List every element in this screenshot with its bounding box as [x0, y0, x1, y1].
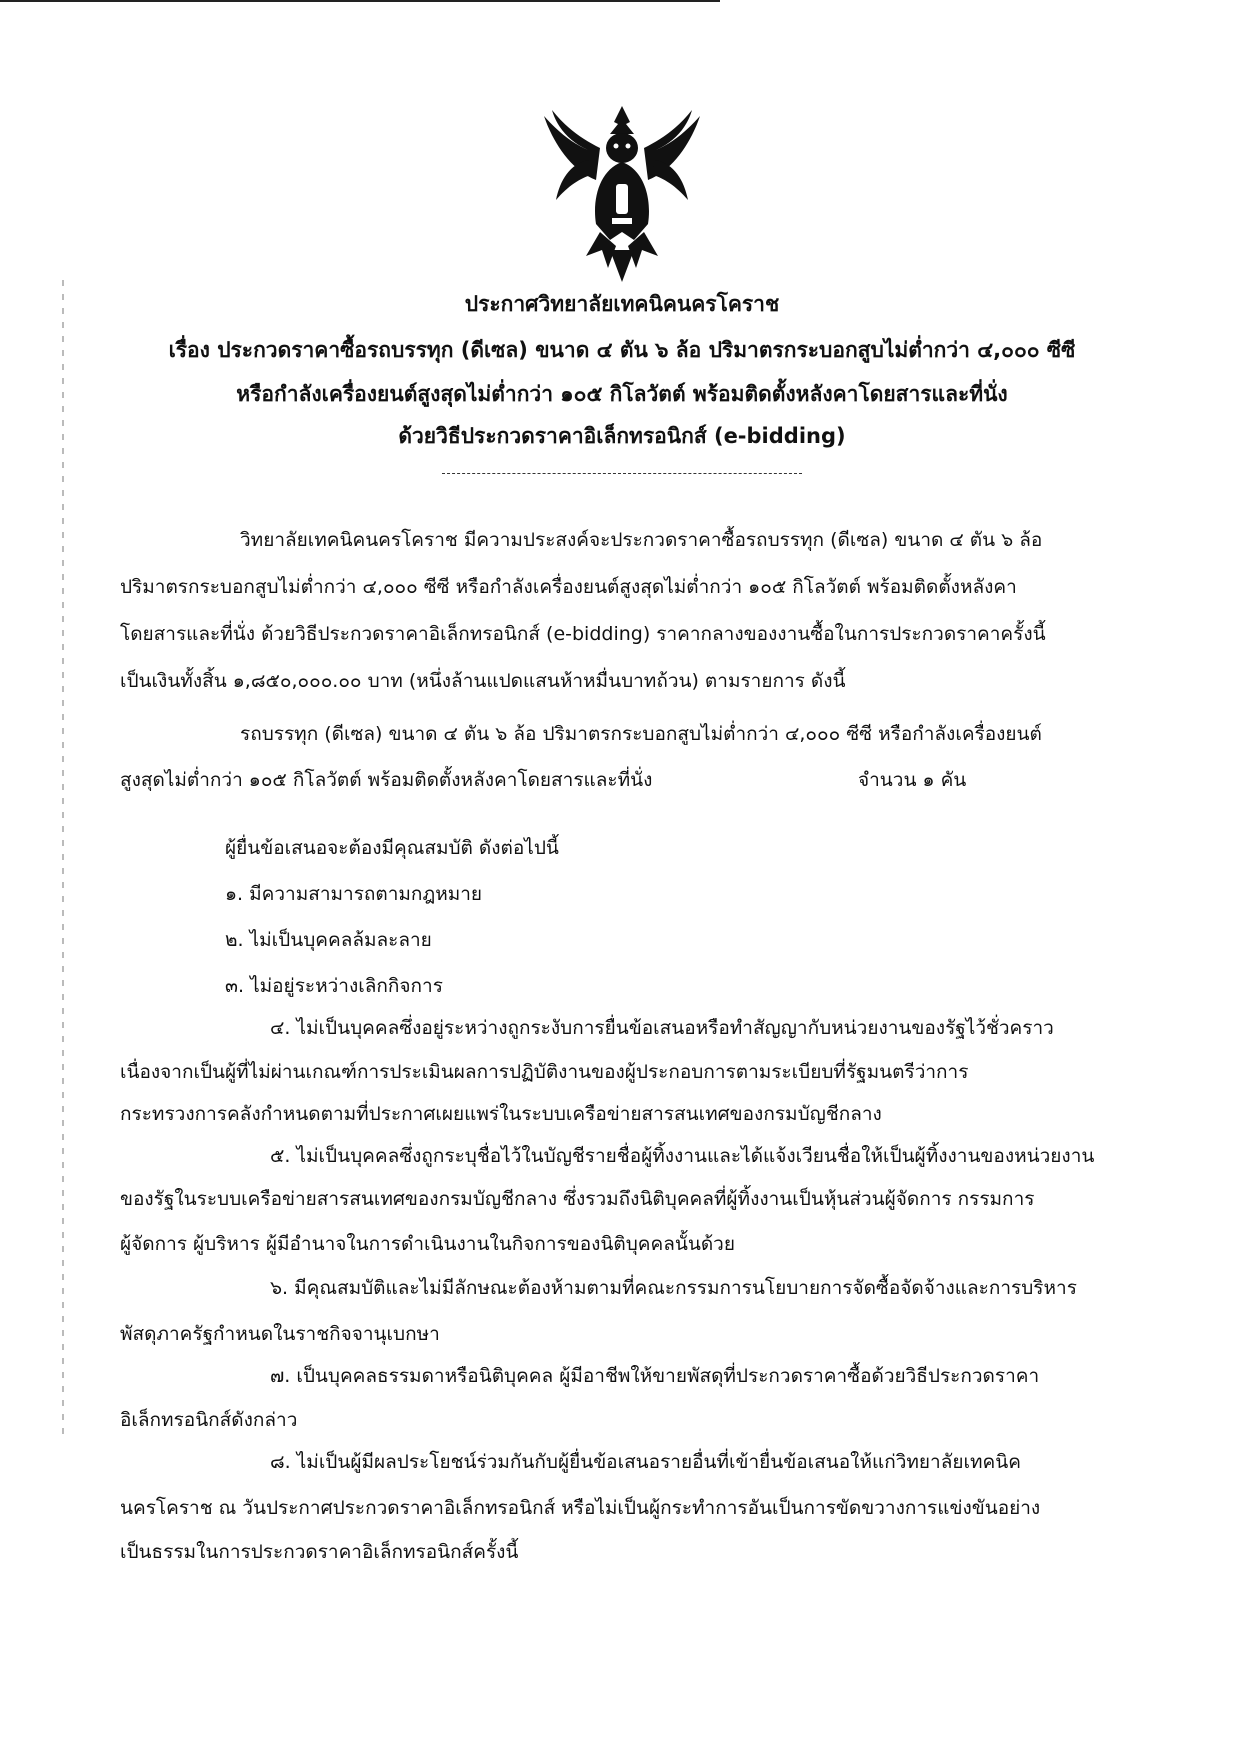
qualification-5-line-3: ผู้จัดการ ผู้บริหาร ผู้มีอำนาจในการดำเนินงานในกิจการของนิติบุคคลนั้นด้วย [120, 1233, 735, 1255]
qualification-7-line-2: อิเล็กทรอนิกส์ดังกล่าว [120, 1409, 298, 1431]
document-title: ประกาศวิทยาลัยเทคนิคนครโคราช [464, 292, 780, 316]
qualification-4-line-1: ๔. ไม่เป็นบุคคลซึ่งอยู่ระหว่างถูกระงับการยื่นข้อเสนอหรือทำสัญญากับหน่วยงานของรัฐไว้ชั่วคราว [270, 1017, 1054, 1039]
intro-line-4: เป็นเงินทั้งสิ้น ๑,๘๕๐,๐๐๐.๐๐ บาท (หนึ่งล้านแปดแสนห้าหมื่นบาทถ้วน) ตามรายการ ดังนี้ [120, 670, 846, 692]
qualification-7-line-1: ๗. เป็นบุคคลธรรมดาหรือนิติบุคคล ผู้มีอาชีพให้ขายพัสดุที่ประกวดราคาซื้อด้วยวิธีประกวดราคา [270, 1365, 1040, 1387]
item-line-1: รถบรรทุก (ดีเซล) ขนาด ๔ ตัน ๖ ล้อ ปริมาตรกระบอกสูบไม่ต่ำกว่า ๔,๐๐๐ ซีซี หรือกำลังเครื่องยนต์ [240, 723, 1042, 745]
garuda-emblem-icon [530, 100, 714, 284]
subject-line-1: เรื่อง ประกวดราคาซื้อรถบรรทุก (ดีเซล) ขนาด ๔ ตัน ๖ ล้อ ปริมาตรกระบอกสูบไม่ต่ำกว่า ๔,๐๐๐ ซีซี [168, 338, 1076, 362]
qualification-8-line-3: เป็นธรรมในการประกวดราคาอิเล็กทรอนิกส์ครั้งนี้ [120, 1541, 519, 1563]
scan-artifact-left [62, 280, 64, 1440]
qualification-2: ๒. ไม่เป็นบุคคลล้มละลาย [225, 929, 432, 951]
intro-line-3: โดยสารและที่นั่ง ด้วยวิธีประกวดราคาอิเล็กทรอนิกส์ (e-bidding) ราคากลางของงานซื้อในการประกวดราคาครั้งนี้ [120, 623, 1046, 645]
qualification-6-line-2: พัสดุภาครัฐกำหนดในราชกิจจานุเบกษา [120, 1323, 440, 1345]
qualifications-heading: ผู้ยื่นข้อเสนอจะต้องมีคุณสมบัติ ดังต่อไปนี้ [225, 837, 559, 859]
qualification-5-line-2: ของรัฐในระบบเครือข่ายสารสนเทศของกรมบัญชีกลาง ซึ่งรวมถึงนิติบุคคลที่ผู้ทิ้งงานเป็นหุ้นส่วนผู้จัดการ กรรมการ [120, 1188, 1035, 1210]
qualification-4-line-3: กระทรวงการคลังกำหนดตามที่ประกาศเผยแพร่ในระบบเครือข่ายสารสนเทศของกรมบัญชีกลาง [120, 1103, 882, 1125]
intro-line-2: ปริมาตรกระบอกสูบไม่ต่ำกว่า ๔,๐๐๐ ซีซี หรือกำลังเครื่องยนต์สูงสุดไม่ต่ำกว่า ๑๐๕ กิโลวัตต์ พร้อมติดตั้งหลังคา [120, 576, 1017, 598]
qualification-1: ๑. มีความสามารถตามกฎหมาย [225, 883, 483, 905]
qualification-8-line-2: นครโคราช ณ วันประกาศประกวดราคาอิเล็กทรอนิกส์ หรือไม่เป็นผู้กระทำการอันเป็นการขัดขวางการแข่งขันอย่าง [120, 1497, 1041, 1519]
qualification-5-line-1: ๕. ไม่เป็นบุคคลซึ่งถูกระบุชื่อไว้ในบัญชีรายชื่อผู้ทิ้งงานและได้แจ้งเวียนชื่อให้เป็นผู้ทิ้งงานของหน่วยงาน [270, 1145, 1095, 1167]
qualification-6-line-1: ๖. มีคุณสมบัติและไม่มีลักษณะต้องห้ามตามที่คณะกรรมการนโยบายการจัดซื้อจัดจ้างและการบริหาร [270, 1277, 1077, 1299]
item-quantity: จำนวน ๑ คัน [858, 769, 967, 791]
item-line-2: สูงสุดไม่ต่ำกว่า ๑๐๕ กิโลวัตต์ พร้อมติดตั้งหลังคาโดยสารและที่นั่ง [120, 769, 653, 791]
subject-line-2: หรือกำลังเครื่องยนต์สูงสุดไม่ต่ำกว่า ๑๐๕ กิโลวัตต์ พร้อมติดตั้งหลังคาโดยสารและที่นั่ง [236, 382, 1008, 406]
title-divider [442, 473, 802, 474]
qualification-3: ๓. ไม่อยู่ระหว่างเลิกกิจการ [225, 975, 443, 997]
qualification-4-line-2: เนื่องจากเป็นผู้ที่ไม่ผ่านเกณฑ์การประเมินผลการปฏิบัติงานของผู้ประกอบการตามระเบียบที่รัฐมนตรีว่าการ [120, 1061, 969, 1083]
subject-line-3: ด้วยวิธีประกวดราคาอิเล็กทรอนิกส์ (e-bidding) [398, 424, 846, 448]
intro-line-1: วิทยาลัยเทคนิคนครโคราช มีความประสงค์จะประกวดราคาซื้อรถบรรทุก (ดีเซล) ขนาด ๔ ตัน ๖ ล้อ [240, 529, 1043, 551]
qualification-8-line-1: ๘. ไม่เป็นผู้มีผลประโยชน์ร่วมกันกับผู้ยื่นข้อเสนอรายอื่นที่เข้ายื่นข้อเสนอให้แก่วิทยาลัยเทคนิค [270, 1451, 1021, 1473]
scan-artifact-top [0, 0, 720, 2]
